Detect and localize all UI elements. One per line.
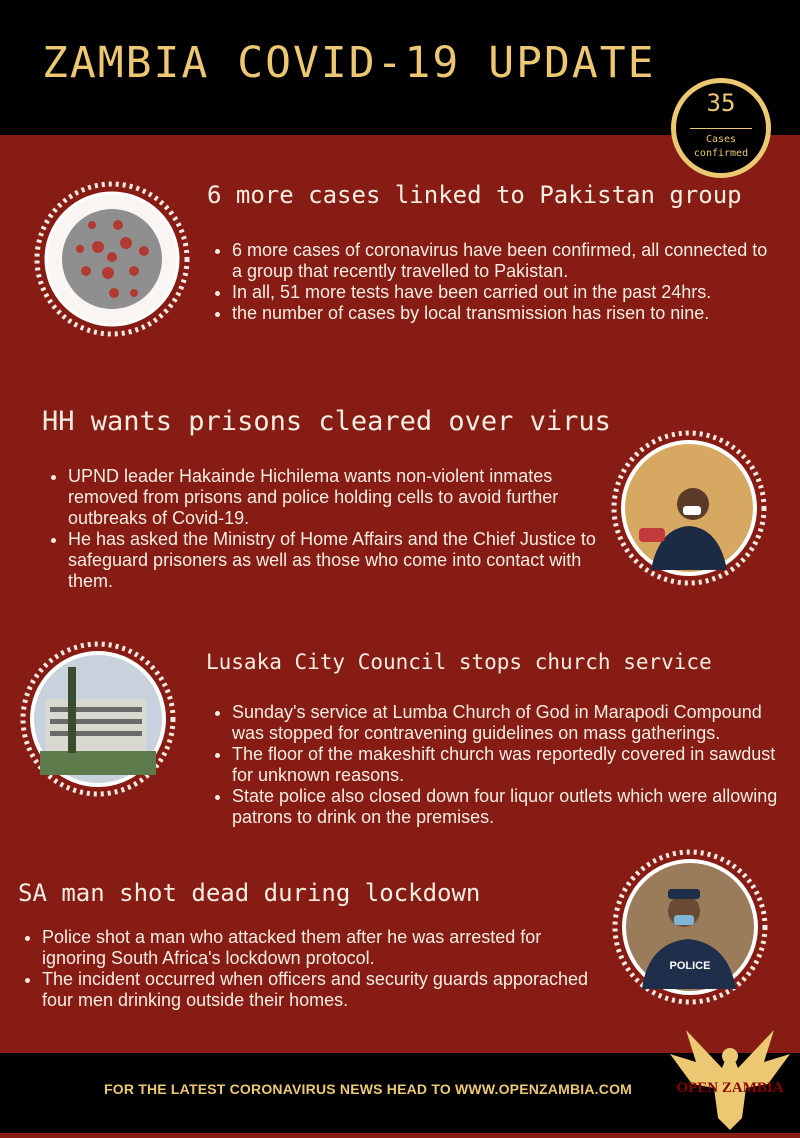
council-building-photo [20, 641, 176, 797]
bullet: • In all, 51 more tests have been carried out in the past 24hrs. [232, 282, 780, 303]
cases-label-line2: confirmed [693, 148, 749, 159]
cases-label [676, 133, 766, 161]
section-4-bullets [18, 927, 590, 1011]
section-1-bullets [208, 240, 780, 324]
cases-count: 35 [706, 89, 736, 117]
bullet: • The floor of the makeshift church was reportedly covered in sawdust for unknown reasons. [232, 744, 797, 786]
section-2-heading: HH wants prisons cleared over virus [42, 406, 611, 437]
cases-label-line1: Cases [705, 134, 737, 145]
bullet: • Sunday's service at Lumba Church of God in Marapodi Compound was stopped for contravening guidelines on mass gatherings. [232, 702, 797, 744]
section-3-heading: Lusaka City Council stops church service [206, 650, 712, 674]
police-vest-text: POLICE [669, 960, 711, 972]
bullet: • UPND leader Hakainde Hichilema wants non-violent inmates removed from prisons and police holding cells to avoid further outbreaks of Covid-19. [68, 466, 616, 529]
bullet: • the number of cases by local transmission has risen to nine. [232, 303, 780, 324]
open-zambia-logo [666, 1018, 794, 1133]
coronavirus-image [34, 181, 190, 337]
cases-badge [671, 78, 771, 178]
section-1-heading: 6 more cases linked to Pakistan group [207, 181, 742, 209]
section-4-heading: SA man shot dead during lockdown [18, 879, 481, 907]
eagle-icon [666, 1018, 794, 1133]
badge-divider [690, 128, 752, 129]
bullet: • Police shot a man who attacked them after he was arrested for ignoring South Africa's lockdown protocol. [42, 927, 590, 969]
footer-text: FOR THE LATEST CORONAVIRUS NEWS HEAD TO WWW.OPENZAMBIA.COM [104, 1081, 633, 1097]
hichilema-photo [611, 430, 767, 586]
police-officer-photo [612, 849, 768, 1005]
section-3-bullets [208, 702, 797, 828]
page-title: ZAMBIA COVID-19 UPDATE [42, 38, 656, 88]
bullet: • 6 more cases of coronavirus have been confirmed, all connected to a group that recently travelled to Pakistan. [232, 240, 780, 282]
section-2-bullets [44, 466, 616, 592]
logo-text: OPEN ZAMBIA [676, 1080, 784, 1096]
bullet: • He has asked the Ministry of Home Affairs and the Chief Justice to safeguard prisoners as well as those who come into contact with them. [68, 529, 616, 592]
bullet: • State police also closed down four liquor outlets which were allowing patrons to drink on the premises. [232, 786, 797, 828]
bullet: • The incident occurred when officers and security guards apporached four men drinking outside their homes. [42, 969, 590, 1011]
